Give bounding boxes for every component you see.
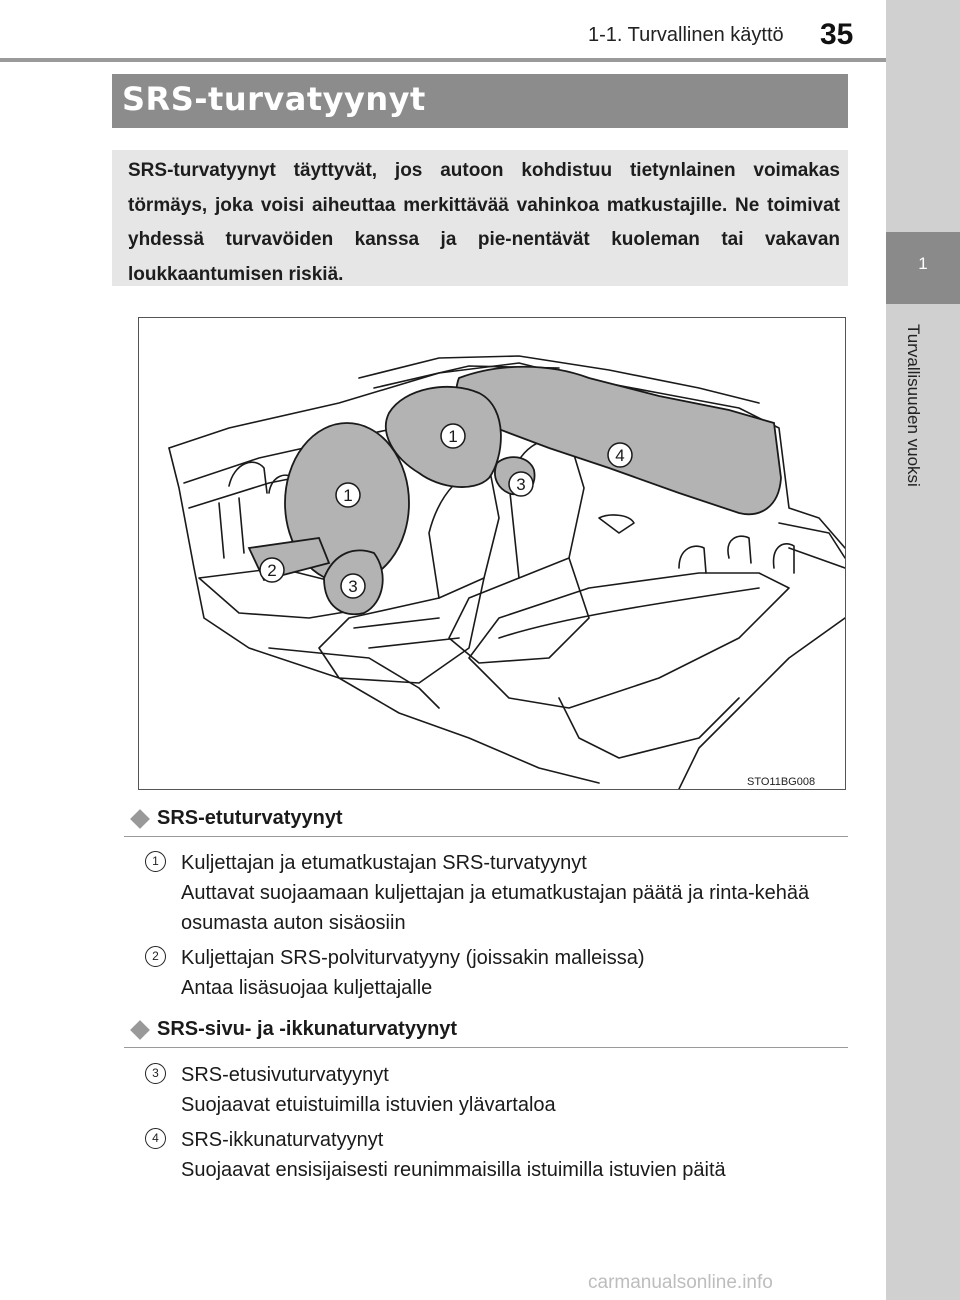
svg-text:1: 1 (343, 486, 353, 505)
diamond-bullet-icon (130, 809, 150, 829)
item-description: Suojaavat etuistuimilla istuvien ylävartaloa (181, 1094, 556, 1116)
page-number: 35 (820, 18, 854, 51)
section-heading-side-airbags: SRS-sivu- ja -ikkunaturvatyynyt (157, 1018, 458, 1040)
callout-3-driver-side (341, 574, 365, 598)
item-title: SRS-ikkunaturvatyynyt (181, 1129, 384, 1151)
chapter-tab-number: 1 (918, 254, 928, 273)
item-number-badge: 2 (145, 946, 166, 967)
svg-text:4: 4 (615, 446, 625, 465)
callout-1-driver (336, 483, 360, 507)
callout-3-passenger-side (509, 472, 533, 496)
section-heading-front-airbags: SRS-etuturvatyynyt (157, 807, 343, 829)
item-description: Antaa lisäsuojaa kuljettajalle (181, 977, 433, 999)
intro-text: SRS-turvatyynyt täyttyvät, jos autoon kohdistuu tietynlainen voimakas törmäys, joka voisi aiheuttaa merkittävää vahinkoa matkustajille. Ne toimivat yhdessä turvavöiden kanssa ja pie-nentävät kuoleman tai vakavan loukkaantumisen riskiä. (128, 160, 840, 285)
item-number-badge: 4 (145, 1128, 166, 1149)
svg-text:2: 2 (267, 561, 277, 580)
callout-1-passenger (441, 424, 465, 448)
callout-2-knee (260, 558, 284, 582)
header-divider (0, 58, 886, 62)
header-section-title: 1-1. Turvallinen käyttö (588, 24, 784, 46)
item-number-badge: 1 (145, 851, 166, 872)
section-divider (124, 1047, 848, 1048)
airbag-illustration (139, 318, 845, 789)
callout-4-curtain (608, 443, 632, 467)
item-title: Kuljettajan ja etumatkustajan SRS-turvatyynyt (181, 852, 587, 874)
watermark: carmanualsonline.info (588, 1272, 773, 1293)
svg-text:3: 3 (348, 577, 358, 596)
item-description: Suojaavat ensisijaisesti reunimmaisilla istuimilla istuvien päitä (181, 1159, 726, 1181)
section-divider (124, 836, 848, 837)
figure-code: STO11BG008 (747, 776, 816, 788)
item-description: Auttavat suojaamaan kuljettajan ja etumatkustajan päätä ja rinta-kehää osumasta auton sisäosiin (181, 882, 810, 934)
item-number-badge: 3 (145, 1063, 166, 1084)
side-strip (886, 0, 960, 1300)
page-title: SRS-turvatyynyt (122, 80, 426, 118)
item-title: Kuljettajan SRS-polviturvatyyny (joissakin malleissa) (181, 947, 645, 969)
svg-text:3: 3 (516, 475, 526, 494)
chapter-tab-label: Turvallisuuden vuoksi (904, 324, 923, 487)
svg-text:1: 1 (448, 427, 458, 446)
item-title: SRS-etusivuturvatyynyt (181, 1064, 389, 1086)
diamond-bullet-icon (130, 1020, 150, 1040)
